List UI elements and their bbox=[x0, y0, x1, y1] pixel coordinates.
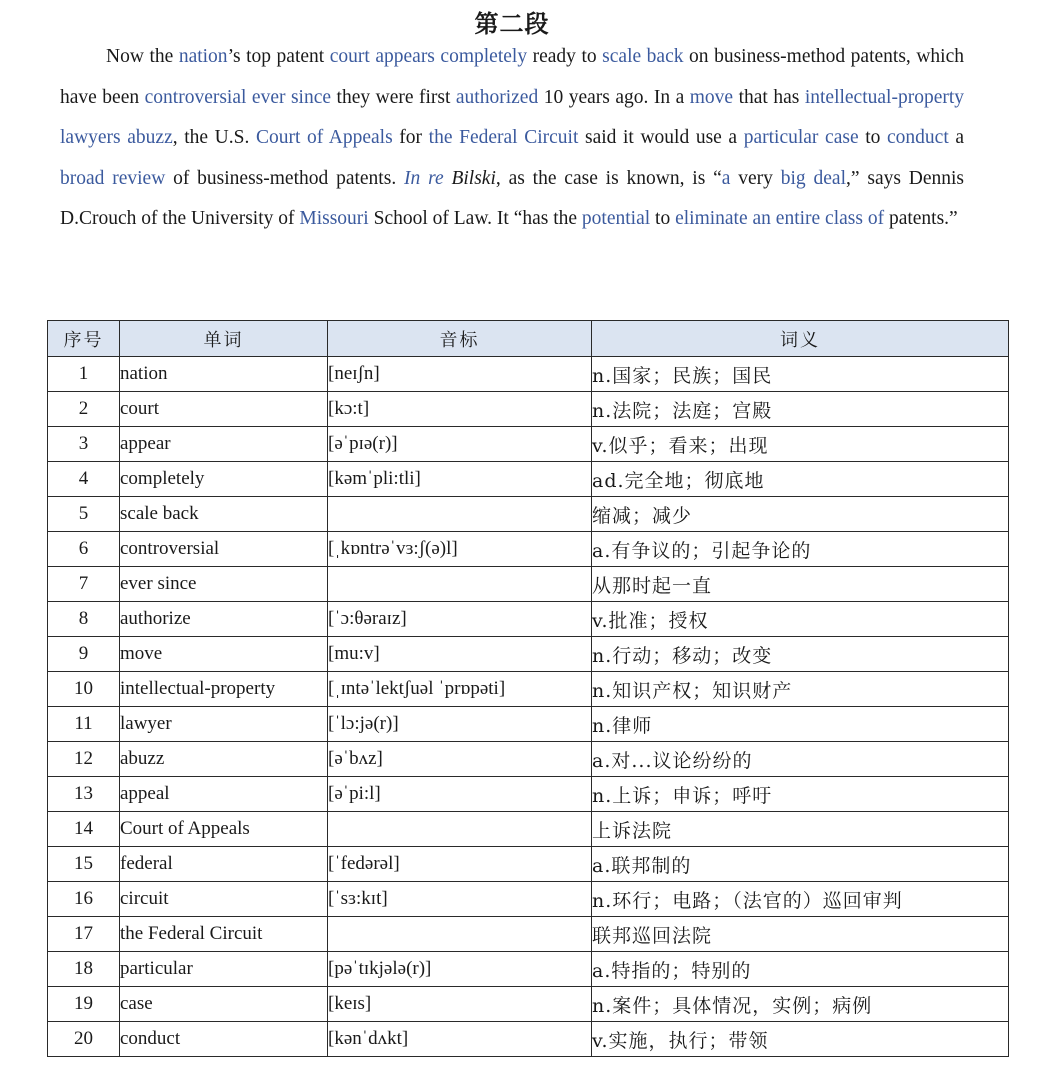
passage-highlight: scale back bbox=[602, 46, 684, 67]
passage-highlight: the Federal Circuit bbox=[428, 127, 579, 149]
row-phonetic: [kɔ:t] bbox=[328, 392, 592, 427]
row-meaning: a.联邦制的 bbox=[592, 847, 1009, 882]
header-number: 序号 bbox=[48, 321, 120, 357]
row-meaning: n.案件；具体情况，实例；病例 bbox=[592, 987, 1009, 1022]
row-word: completely bbox=[120, 462, 328, 497]
row-phonetic: [ˈsɜ:kɪt] bbox=[328, 882, 592, 917]
passage-highlight: controversial ever since bbox=[144, 86, 332, 108]
row-meaning: 上诉法院 bbox=[592, 812, 1009, 847]
row-word: move bbox=[120, 637, 328, 672]
row-meaning: n.上诉；申诉；呼吁 bbox=[592, 777, 1009, 812]
passage bbox=[60, 37, 964, 240]
row-phonetic: [kəmˈpli:tli] bbox=[328, 462, 592, 497]
passage-text: Now the bbox=[106, 46, 179, 67]
row-meaning: n.行动；移动；改变 bbox=[592, 637, 1009, 672]
row-number: 9 bbox=[48, 637, 120, 672]
passage-highlight: In re bbox=[404, 167, 444, 189]
passage-text: to bbox=[650, 208, 676, 230]
row-phonetic bbox=[328, 567, 592, 602]
row-meaning: v.似乎；看来；出现 bbox=[592, 427, 1009, 462]
row-word: case bbox=[120, 987, 328, 1022]
row-word: conduct bbox=[120, 1022, 328, 1057]
row-number: 11 bbox=[48, 707, 120, 742]
passage-text: School of Law. It “has the bbox=[368, 208, 582, 230]
row-number: 12 bbox=[48, 742, 120, 777]
row-phonetic bbox=[328, 917, 592, 952]
row-phonetic: [mu:v] bbox=[328, 637, 592, 672]
table-row bbox=[48, 462, 1009, 497]
table-row bbox=[48, 707, 1009, 742]
row-number: 8 bbox=[48, 602, 120, 637]
row-meaning: v.实施，执行；带领 bbox=[592, 1022, 1009, 1057]
passage-highlight: big deal bbox=[780, 167, 846, 189]
passage-text: they were first bbox=[331, 86, 456, 108]
row-phonetic: [keɪs] bbox=[328, 987, 592, 1022]
row-phonetic: [neɪʃn] bbox=[328, 357, 592, 392]
row-phonetic: [ˌɪntəˈlektʃuəl ˈprɒpəti] bbox=[328, 672, 592, 707]
table-row bbox=[48, 392, 1009, 427]
row-number: 17 bbox=[48, 917, 120, 952]
row-word: appear bbox=[120, 427, 328, 462]
passage-text: ready to bbox=[527, 46, 603, 67]
row-number: 18 bbox=[48, 952, 120, 987]
table-row bbox=[48, 672, 1009, 707]
header-phonetic: 音标 bbox=[328, 321, 592, 357]
row-word: lawyer bbox=[120, 707, 328, 742]
row-meaning: 从那时起一直 bbox=[592, 567, 1009, 602]
passage-highlight: court appears completely bbox=[329, 46, 528, 67]
row-phonetic: [ˈɔ:θəraɪz] bbox=[328, 602, 592, 637]
row-number: 5 bbox=[48, 497, 120, 532]
table-row bbox=[48, 427, 1009, 462]
row-number: 2 bbox=[48, 392, 120, 427]
row-meaning: a.有争议的；引起争论的 bbox=[592, 532, 1009, 567]
row-word: authorize bbox=[120, 602, 328, 637]
row-phonetic: [ˈlɔ:jə(r)] bbox=[328, 707, 592, 742]
row-word: appeal bbox=[120, 777, 328, 812]
table-row bbox=[48, 952, 1009, 987]
row-phonetic bbox=[328, 812, 592, 847]
row-phonetic: [əˈpɪə(r)] bbox=[328, 427, 592, 462]
passage-text: , the U.S. bbox=[172, 127, 256, 149]
row-phonetic: [ˈfedərəl] bbox=[328, 847, 592, 882]
passage-text: patents.” bbox=[884, 208, 958, 230]
row-phonetic: [ˌkɒntrəˈvɜ:ʃ(ə)l] bbox=[328, 532, 592, 567]
row-meaning: n.法院；法庭；宫殿 bbox=[592, 392, 1009, 427]
passage-text: to bbox=[858, 127, 888, 149]
row-phonetic: [əˈbʌz] bbox=[328, 742, 592, 777]
row-meaning: v.批准；授权 bbox=[592, 602, 1009, 637]
passage-text: very bbox=[730, 167, 781, 189]
passage-text: ’s top patent bbox=[227, 46, 330, 67]
passage-highlight: a bbox=[721, 167, 731, 189]
row-number: 7 bbox=[48, 567, 120, 602]
row-word: controversial bbox=[120, 532, 328, 567]
passage-text: on business-method patents, which have been bbox=[60, 46, 964, 108]
table-row bbox=[48, 987, 1009, 1022]
row-meaning: n.律师 bbox=[592, 707, 1009, 742]
row-number: 4 bbox=[48, 462, 120, 497]
table-row bbox=[48, 602, 1009, 637]
vocabulary-table bbox=[47, 320, 1009, 1057]
passage-highlight: intellectual-property lawyers abuzz bbox=[60, 86, 965, 149]
passage-highlight: broad review bbox=[60, 167, 166, 189]
row-meaning: 联邦巡回法院 bbox=[592, 917, 1009, 952]
header-meaning: 词义 bbox=[592, 321, 1009, 357]
header-word: 单词 bbox=[120, 321, 328, 357]
table-row bbox=[48, 1022, 1009, 1057]
row-number: 15 bbox=[48, 847, 120, 882]
table-row bbox=[48, 882, 1009, 917]
table-row bbox=[48, 532, 1009, 567]
passage-text: of business-method patents. bbox=[165, 167, 405, 189]
table-row bbox=[48, 567, 1009, 602]
row-word: scale back bbox=[120, 497, 328, 532]
row-word: Court of Appeals bbox=[120, 812, 328, 847]
table-row bbox=[48, 742, 1009, 777]
passage-text: ,” says Dennis D.Crouch of the University of bbox=[60, 167, 965, 230]
passage-text: said it would use a bbox=[578, 127, 744, 149]
row-word: the Federal Circuit bbox=[120, 917, 328, 952]
row-meaning: n.知识产权；知识财产 bbox=[592, 672, 1009, 707]
row-phonetic: [pəˈtɪkjələ(r)] bbox=[328, 952, 592, 987]
row-number: 19 bbox=[48, 987, 120, 1022]
row-meaning: a.对...议论纷纷的 bbox=[592, 742, 1009, 777]
table-row bbox=[48, 357, 1009, 392]
passage-highlight: nation bbox=[178, 46, 228, 67]
passage-highlight: Court of Appeals bbox=[255, 127, 393, 149]
table-row bbox=[48, 497, 1009, 532]
row-word: federal bbox=[120, 847, 328, 882]
row-word: abuzz bbox=[120, 742, 328, 777]
row-meaning: a.特指的；特别的 bbox=[592, 952, 1009, 987]
table-row bbox=[48, 847, 1009, 882]
row-meaning: n.国家；民族；国民 bbox=[592, 357, 1009, 392]
section-title: 第二段 bbox=[474, 10, 550, 38]
passage-highlight: authorized bbox=[455, 86, 539, 108]
table-row bbox=[48, 812, 1009, 847]
row-phonetic bbox=[328, 497, 592, 532]
table-header-row bbox=[48, 321, 1009, 357]
passage-highlight: Bilski bbox=[451, 167, 496, 189]
row-number: 14 bbox=[48, 812, 120, 847]
passage-highlight: move bbox=[689, 86, 734, 108]
row-word: nation bbox=[120, 357, 328, 392]
passage-highlight: potential bbox=[581, 208, 651, 230]
row-word: circuit bbox=[120, 882, 328, 917]
row-number: 16 bbox=[48, 882, 120, 917]
passage-text: 10 years ago. In a bbox=[538, 86, 690, 108]
passage-text: for bbox=[392, 127, 429, 149]
row-meaning: 缩减；减少 bbox=[592, 497, 1009, 532]
row-number: 20 bbox=[48, 1022, 120, 1057]
passage-text: , as the case is known, is “ bbox=[495, 167, 722, 189]
row-number: 10 bbox=[48, 672, 120, 707]
row-phonetic: [kənˈdʌkt] bbox=[328, 1022, 592, 1057]
passage-highlight: eliminate an entire class of bbox=[675, 208, 885, 230]
row-number: 1 bbox=[48, 357, 120, 392]
row-meaning: ad.完全地；彻底地 bbox=[592, 462, 1009, 497]
passage-highlight: conduct bbox=[887, 127, 949, 149]
row-word: intellectual-property bbox=[120, 672, 328, 707]
table-row bbox=[48, 917, 1009, 952]
table-row bbox=[48, 777, 1009, 812]
row-phonetic: [əˈpi:l] bbox=[328, 777, 592, 812]
row-number: 3 bbox=[48, 427, 120, 462]
row-word: particular bbox=[120, 952, 328, 987]
passage-highlight: Missouri bbox=[299, 208, 369, 230]
row-number: 6 bbox=[48, 532, 120, 567]
row-meaning: n.环行；电路；（法官的）巡回审判 bbox=[592, 882, 1009, 917]
passage-highlight: particular case bbox=[743, 127, 859, 149]
row-word: court bbox=[120, 392, 328, 427]
passage-text: a bbox=[948, 127, 965, 149]
row-number: 13 bbox=[48, 777, 120, 812]
row-word: ever since bbox=[120, 567, 328, 602]
passage-paragraph bbox=[60, 37, 964, 240]
table-row bbox=[48, 637, 1009, 672]
passage-text: that has bbox=[733, 86, 805, 108]
